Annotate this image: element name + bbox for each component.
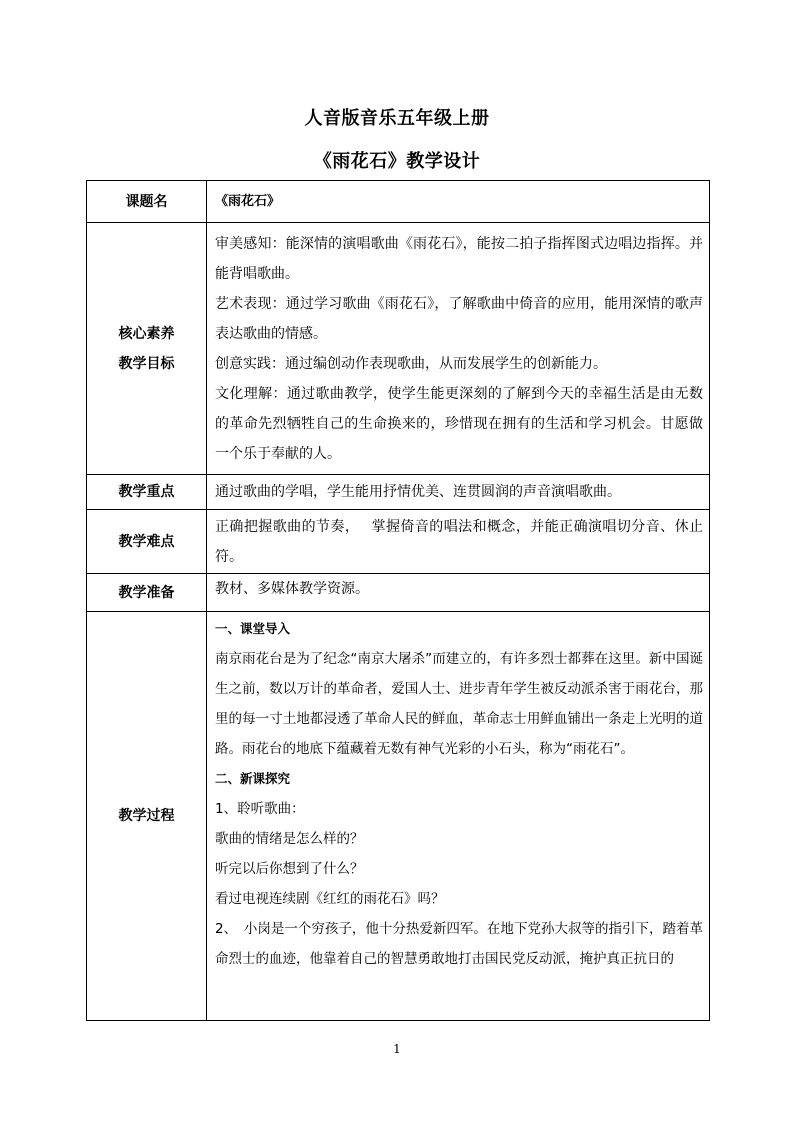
preparation-value: 教材、多媒体教学资源。 [207,574,710,612]
table-row-topic [87,181,710,223]
process-question3: 看过电视连续剧《红红的雨花石》吗？ [215,891,445,907]
objectives-label [87,223,207,475]
page-number: 1 [393,1042,401,1056]
objectives-label-line1: 核心素养 [118,325,175,342]
lesson-plan-table [86,180,710,1021]
preparation-label: 教学准备 [87,574,207,612]
process-step2: 2、 小岗是一个穷孩子，他十分热爱新四军。在地下党孙大叔等的指引下，踏着革命烈士的血迹，他靠着自己的智慧勇敢地打击国民党反动派，掩护真正抗日的 [215,921,703,967]
process-label: 教学过程 [87,612,207,1021]
objectives-content [207,223,710,475]
topic-label: 课题名 [87,181,207,223]
table-row-key-points [87,475,710,510]
document-title: 人音版音乐五年级上册 [304,108,490,129]
objective-culture: 文化理解：通过歌曲教学，使学生能更深刻的了解到今天的幸福生活是由无数的革命先烈牺牲自己的生命换来的，珍惜现在拥有的生活和学习机会。甘愿做一个乐于奉献的人。 [215,385,703,462]
process-content [207,612,710,1021]
table-row-preparation [87,574,710,612]
process-section2-heading: 二、新课探究 [215,771,291,786]
process-question2: 听完以后你想到了什么？ [215,861,364,877]
topic-value-text: 《雨花石》 [215,194,281,209]
key-points-value: 通过歌曲的学唱，学生能用抒情优美、连贯圆润的声音演唱歌曲。 [207,475,710,510]
document-subtitle: 《雨花石》教学设计 [313,151,481,172]
process-section1-text: 南京雨花台是为了纪念“南京大屠杀”而建立的，有许多烈士都葬在这里。新中国诞生之前，数以万计的革命者，爱国人士、进步青年学生被反动派杀害于雨花台，那里的每一寸土地都浸透了革命人民的鲜血，革命志士用鲜血铺出一条走上光明的道路。雨花台的地底下蕴藏着无数有神气光彩的小石头，称为“雨花石”。 [215,651,703,757]
table-row-objectives [87,223,710,475]
process-section1-heading: 一、课堂导入 [215,621,291,636]
topic-value [207,181,710,223]
objective-aesthetic: 审美感知：能深情的演唱歌曲《雨花石》，能按二拍子指挥图式边唱边指挥。并能背唱歌曲。 [215,235,703,282]
difficulties-value: 正确把握歌曲的节奏， 掌握倚音的唱法和概念，并能正确演唱切分音、休止符。 [207,510,710,574]
process-step1: 1、聆听歌曲： [215,801,305,817]
table-row-difficulties [87,510,710,574]
objectives-label-line2: 教学目标 [118,355,175,372]
objective-creative: 创意实践：通过编创动作表现歌曲，从而发展学生的创新能力。 [215,355,607,372]
objective-expression: 艺术表现：通过学习歌曲《雨花石》，了解歌曲中倚音的应用，能用深情的歌声表达歌曲的情感。 [215,295,703,342]
difficulties-label: 教学难点 [87,510,207,574]
process-question1: 歌曲的情绪是怎么样的？ [215,831,364,847]
table-row-process [87,612,710,1021]
key-points-label: 教学重点 [87,475,207,510]
